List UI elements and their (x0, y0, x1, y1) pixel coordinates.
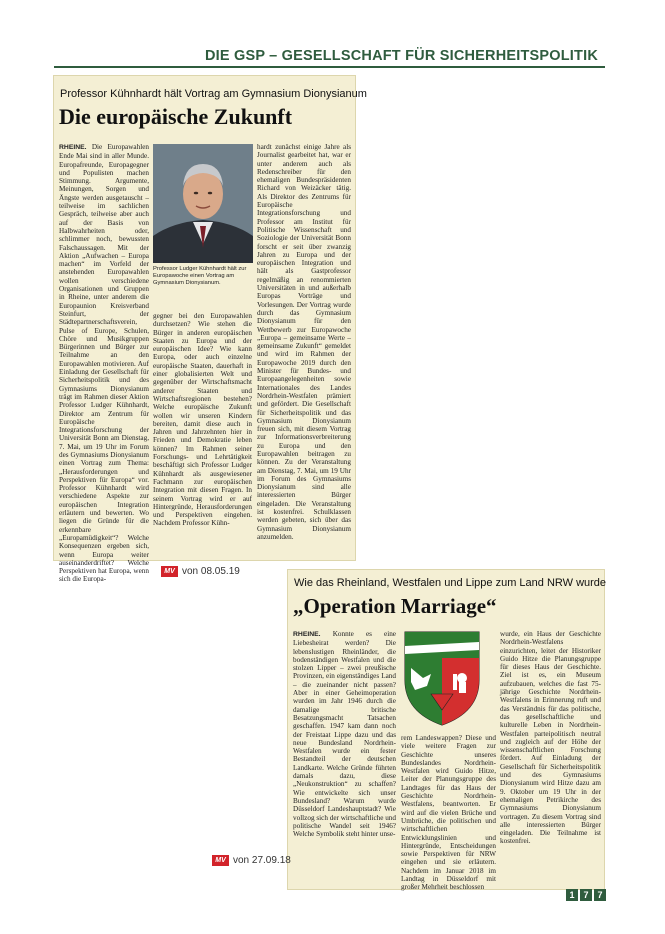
header-title: DIE GSP – GESELLSCHAFT FÜR SICHERHEITSPOLITIK (204, 48, 598, 64)
source-date: von 27.09.18 (233, 855, 291, 866)
article-column-1 (293, 630, 396, 886)
lead-place: RHEINE. (59, 144, 87, 151)
article-column-2: rem Landeswappen? Diese und viele weitere Fragen zur Geschichte unseres Bundeslandes Nordrhein-Westfalen wird Guido Hitze, Leiter der Planungsgruppe des Landtages für das Haus der Geschichte Nordrhein-Westfalens, beantworten. Er wird auf die vielen Brüche und Umbrüche, die politischen und wirtschaftlichen Entwicklungslinien und Hintergründe, Entscheidungen sowie Perspektiven für NRW eingehen und sie erläutern. Nachdem im Januar 2018 im Landtag in Düsseldorf mit großer Mehrheit beschlossen (401, 734, 496, 892)
page-digit: 7 (580, 889, 592, 901)
portrait-photo (153, 144, 253, 263)
section-header (204, 46, 605, 66)
source-date: von 08.05.19 (182, 566, 240, 577)
article-column-2: gegner bei den Europawahlen durchsetzen? Wie stehen die Bürger in anderen europäischen Staaten zu Europa und der europäischen Idee? Wie kann Europa, oder auch einzelne europäische Staaten, dauerhaft in einer globalisierten Welt und gegenüber der Wirtschaftsmacht anderer Staaten und Wirtschaftsregionen bestehen? Welche europäische Zukunft wollen wir unseren Kindern bereiten, damit diese auch in Jahren und Jahrzehnten hier in Frieden und Demokratie leben können? Im Rahmen seiner Forschungs- und Lehrtätigkeit beschäftigt sich Professor Ludger Kühnhardt als ausgewiesener Fachmann zur europäischen Integration mit diesen Fragen. In seinem Vortrag wird er auf Hintergründe, Herausforderungen und Perspektiven eingehen. Nachdem Professor Kühn- (153, 312, 252, 528)
lead-place: RHEINE. (293, 631, 321, 638)
article-column-3: hardt zunächst einige Jahre als Journalist gearbeitet hat, war er unter anderem auch als Redenschreiber für den ehemaligen Bundespräsidenten Richard von Weizäcker tätig. Als Direktor des Zentrums für Europäische Integrationsforschung und Professor am Institut für Politische Wissenschaft und Soziologie der Universität Bonn forscht er seit über zwanzig Jahren zu Europa und der europäischen Integration und hält als Gastprofessor regelmäßig an renommierten Universitäten in und außerhalb Europas Vorträge und Vorlesungen. Der Vortrag wurde durch das Gymnasium Dionysianum für den Wettbewerb zur Europawoche „Europa – gemeinsame Werte – gemeinsame Zukunft“ gemeldet und wird im Rahmen der Europawoche 2019 durch den Minister für Bundes- und Europaangelegenheiten sowie Internationales des Landes Nordrhein-Westfalen prämiert und gefördert. Die Gesellschaft für Sicherheitspolitik und das Gymnasium Dionysianum freuen sich, mit diesem Vortrag zur Informationsverbreiterung zu Europa und den Europawahlen beitragen zu können. Zu der Veranstaltung am Dienstag, 7. Mai, um 19 Uhr im Forum des Gymnasiums Dionysianum sind alle interessierten Bürger eingeladen. Die Veranstaltung ist kostenfrei. Schulklassen werden gebeten, sich über das Gymnasium Dionysianum anzumelden. (257, 143, 351, 541)
nrw-coat-of-arms-icon (401, 628, 483, 728)
source-line-2 (212, 855, 291, 866)
article-column-1 (59, 143, 149, 584)
source-line-1 (161, 566, 240, 577)
column-text: Konnte es eine Liebesheirat werden? Die lebenslustigen Rheinländer, die bodenständigen Westfalen und die stolzen Lipper – zwei preußische Provinzen, ein eigenständiges Land – die zueinander nicht passen? Aber in einer Geheimoperation wurden im Jahr 1946 durch die damalige britische Besatzungsmacht Tatsachen geschaffen. 1947 kam dann noch der Freistaat Lippe dazu und das neue Bundesland Nordrhein-Westfalen wurde ein fester Bestandteil der deutschen Landkarte. Welche Gründe führten damals dazu, diese „Neukonstruktion“ zu schaffen? Wie entwickelte sich unser Bundesland? Warum wurde Düsseldorf Landeshauptstadt? Wie vollzog sich der wirtschaftliche und politische Wandel seit 1946? Welche Symbolik steht hinter unse- (293, 630, 397, 839)
mv-logo-icon: MV (212, 855, 229, 866)
portrait-photo-drawing (153, 144, 253, 263)
article-clipping-nrw (287, 569, 605, 890)
article-headline: Die europäische Zukunft (59, 104, 293, 129)
column-text: Die Europawahlen Ende Mai sind in aller Munde. Europafreunde, Europagegner und Populisten machen Stimmung. Argumente, Meinungen, Sorgen und Ängste werden ausgetauscht – teilweise im sachlichen Gespräch, teilweise aber auch auf der Basis von Halbwahrheiten oder, schlimmer noch, bewussten Falschaussagen. Mit der Aktion „Aufwachen – Europa machen“ im Vorfeld der anstehenden Europawahlen wollen verschiedene Organisationen und Gruppen in Rheine, unter anderem die Europaunion Kreisverband Steinfurt, der Städtepartnerschaftsverein, Pulse of Europe, Schulen, Chöre und Musikgruppen Bürgerinnen und Bürger zur Teilnahme an den Europawahlen motivieren. Auf Einladung der Gesellschaft für Sicherheitspolitik und des Gymnasiums Dionysianum trägt im Rahmen dieser Aktion Professor Ludger Kühnhardt, Direktor am Zentrum für Europäische Integrationsforschung der Universität Bonn am Dienstag, 7. Mai, um 19 Uhr im Forum des Gymnasiums Dionysianum einen Vortrag zum Thema: „Herausforderungen und Perspektiven für Europa“ vor. Professor Kühnhardt wird verschiedene Aspekte zur europäischen Integration erläutern und bewerten. Wo liegen die Gründe für die erkennbare „Europamüdigkeit“? Welche Konsequenzen ergeben sich, wenn Europa weiter auseinanderdriftet? Welche Perspektiven hat Europa, wenn sich die Europa- (59, 143, 149, 584)
page-digit: 1 (566, 889, 578, 901)
page-digit: 7 (594, 889, 606, 901)
article-column-3: wurde, ein Haus der Geschichte Nordrhein-Westfalens einzurichten, leitet der Historiker Guido Hitze die Planungsgruppe für dieses Haus der Geschichte. Ziel ist es, ein Museum aufzubauen, welches die fast 75-jährige Geschichte Nordrhein-Westfalens in Erinnerung ruft und das Verständnis für das politische, das gesellschaftliche und kulturelle Leben in Nordrhein-Westfalen parteipolitisch neutral und zugleich auf der Höhe der wissenschaftlichen Forschung fördert. Auf Einladung der Gesellschaft für Sicherheitspolitik und des Gymnasiums Dionysianum wird Hitze dazu am 9. Oktober um 19 Uhr in der ehemaligen Petrikirche des Gymnasiums Dionysianum vortragen. Zu diesem Vortrag sind alle interessierten Bürger eingeladen. Die Teilnahme ist kostenfrei. (500, 630, 601, 846)
article-kicker: Wie das Rheinland, Westfalen und Lippe zum Land NRW wurde (294, 577, 607, 589)
article-kicker: Professor Kühnhardt hält Vortrag am Gymnasium Dionysianum (60, 88, 367, 100)
page-number (564, 889, 606, 901)
article-headline: „Operation Marriage“ (293, 594, 497, 618)
photo-caption: Professor Ludger Kühnhardt hält zur Europawoche einen Vortrag am Gymnasium Dionysianum. (153, 266, 247, 286)
header-rule (54, 66, 605, 68)
mv-logo-icon: MV (161, 566, 178, 577)
